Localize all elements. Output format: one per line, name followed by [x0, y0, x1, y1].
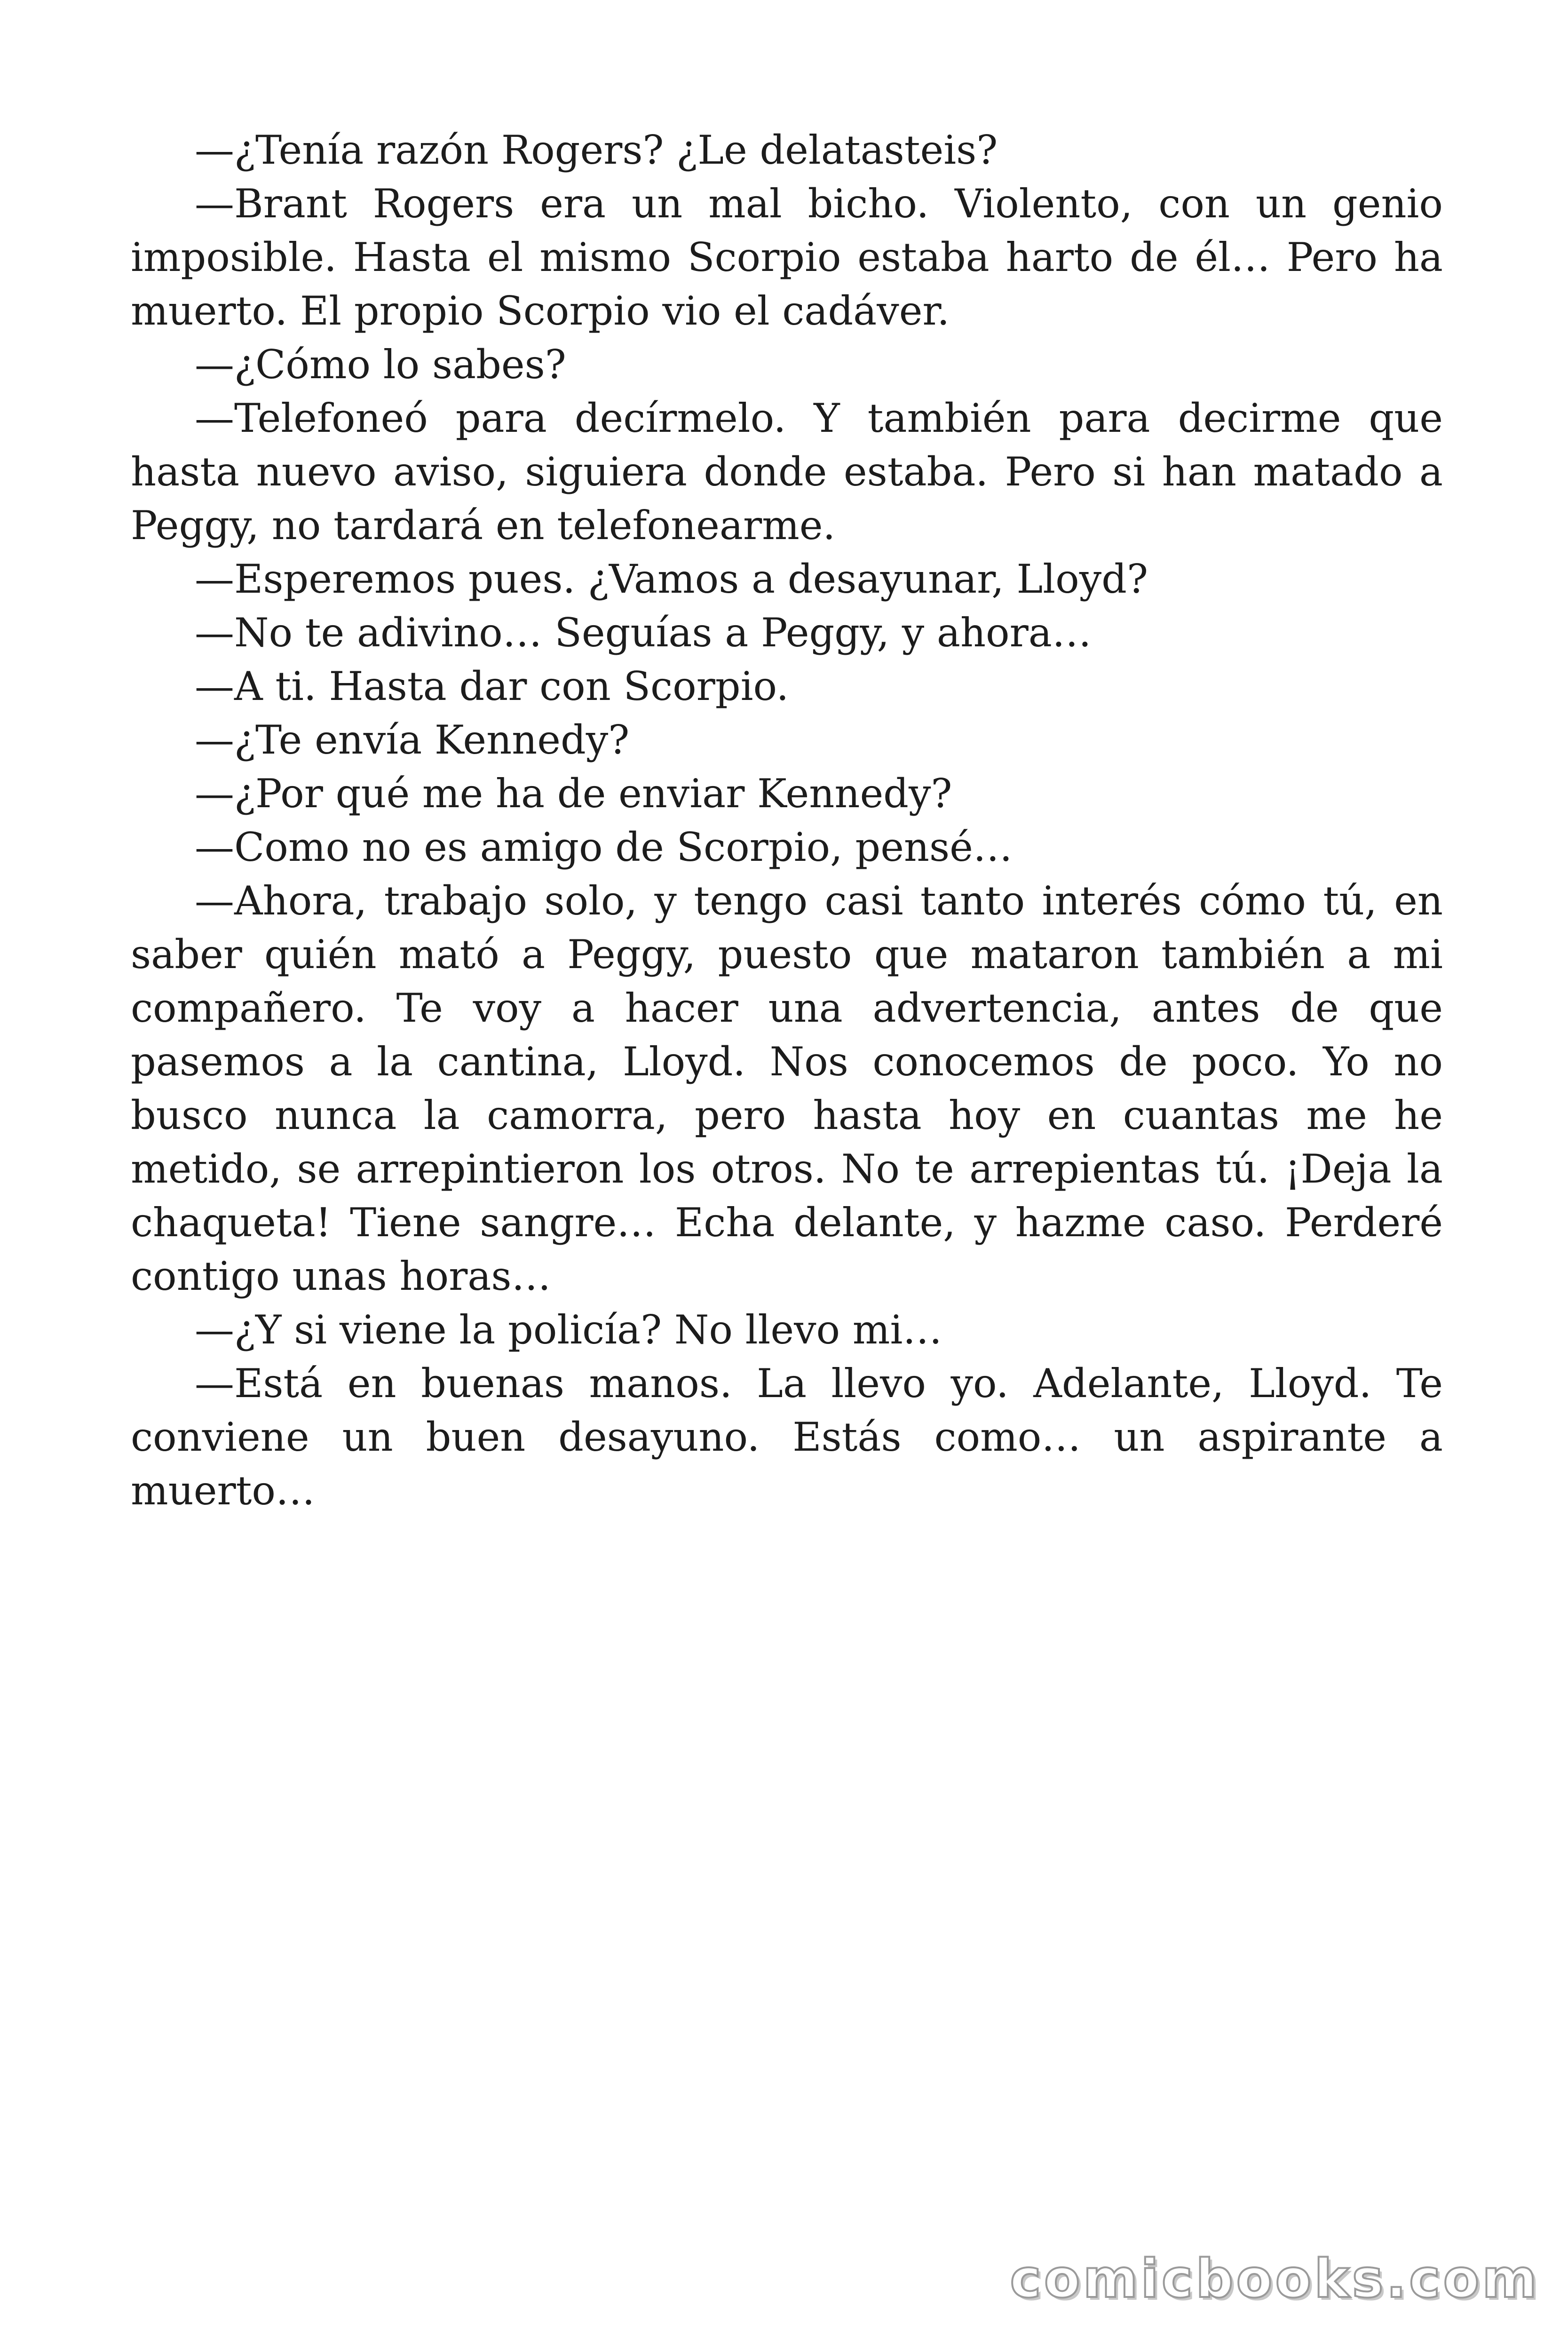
paragraph: —¿Y si viene la policía? No llevo mi…	[195, 1307, 942, 1353]
paragraph: —Telefoneó para decírmelo. Y también para decirme que hasta nuevo aviso, siguiera donde estaba. Pero si han matado a Peggy, no tardará en telefonearme.	[131, 395, 1443, 548]
paragraph: —¿Te envía Kennedy?	[195, 717, 630, 763]
paragraph: —Ahora, trabajo solo, y tengo casi tanto interés cómo tú, en saber quién mató a Peggy, puesto que mataron también a mi compañero. Te voy a hacer una advertencia, antes de que pasemos a la cantina, Lloyd. Nos conocemos de poco. Yo no busco nunca la camorra, pero hasta hoy en cuantas me he metido, se arrepintieron los otros. No te arrepientas tú. ¡Deja la chaqueta! Tiene sangre… Echa delante, y hazme caso. Perderé contigo unas horas…	[131, 878, 1443, 1299]
body-text	[131, 123, 1443, 1518]
paragraph: —Está en buenas manos. La llevo yo. Adelante, Lloyd. Te conviene un buen desayuno. Estás como… un aspirante a muerto…	[131, 1360, 1443, 1514]
paragraph: —¿Cómo lo sabes?	[195, 342, 566, 388]
paragraph: —¿Por qué me ha de enviar Kennedy?	[195, 771, 952, 817]
paragraph: —No te adivino… Seguías a Peggy, y ahora…	[195, 610, 1092, 656]
paragraph: —Como no es amigo de Scorpio, pensé…	[195, 824, 1013, 870]
paragraph: —A ti. Hasta dar con Scorpio.	[195, 663, 789, 709]
paragraph: —Esperemos pues. ¿Vamos a desayunar, Lloyd?	[195, 556, 1148, 602]
paragraph: —Brant Rogers era un mal bicho. Violento, con un genio imposible. Hasta el mismo Scorpio estaba harto de él… Pero ha muerto. El propio Scorpio vio el cadáver.	[131, 181, 1443, 334]
paragraph: —¿Tenía razón Rogers? ¿Le delatasteis?	[195, 127, 998, 173]
watermark-logo: comicbooks.com	[1010, 2249, 1540, 2310]
